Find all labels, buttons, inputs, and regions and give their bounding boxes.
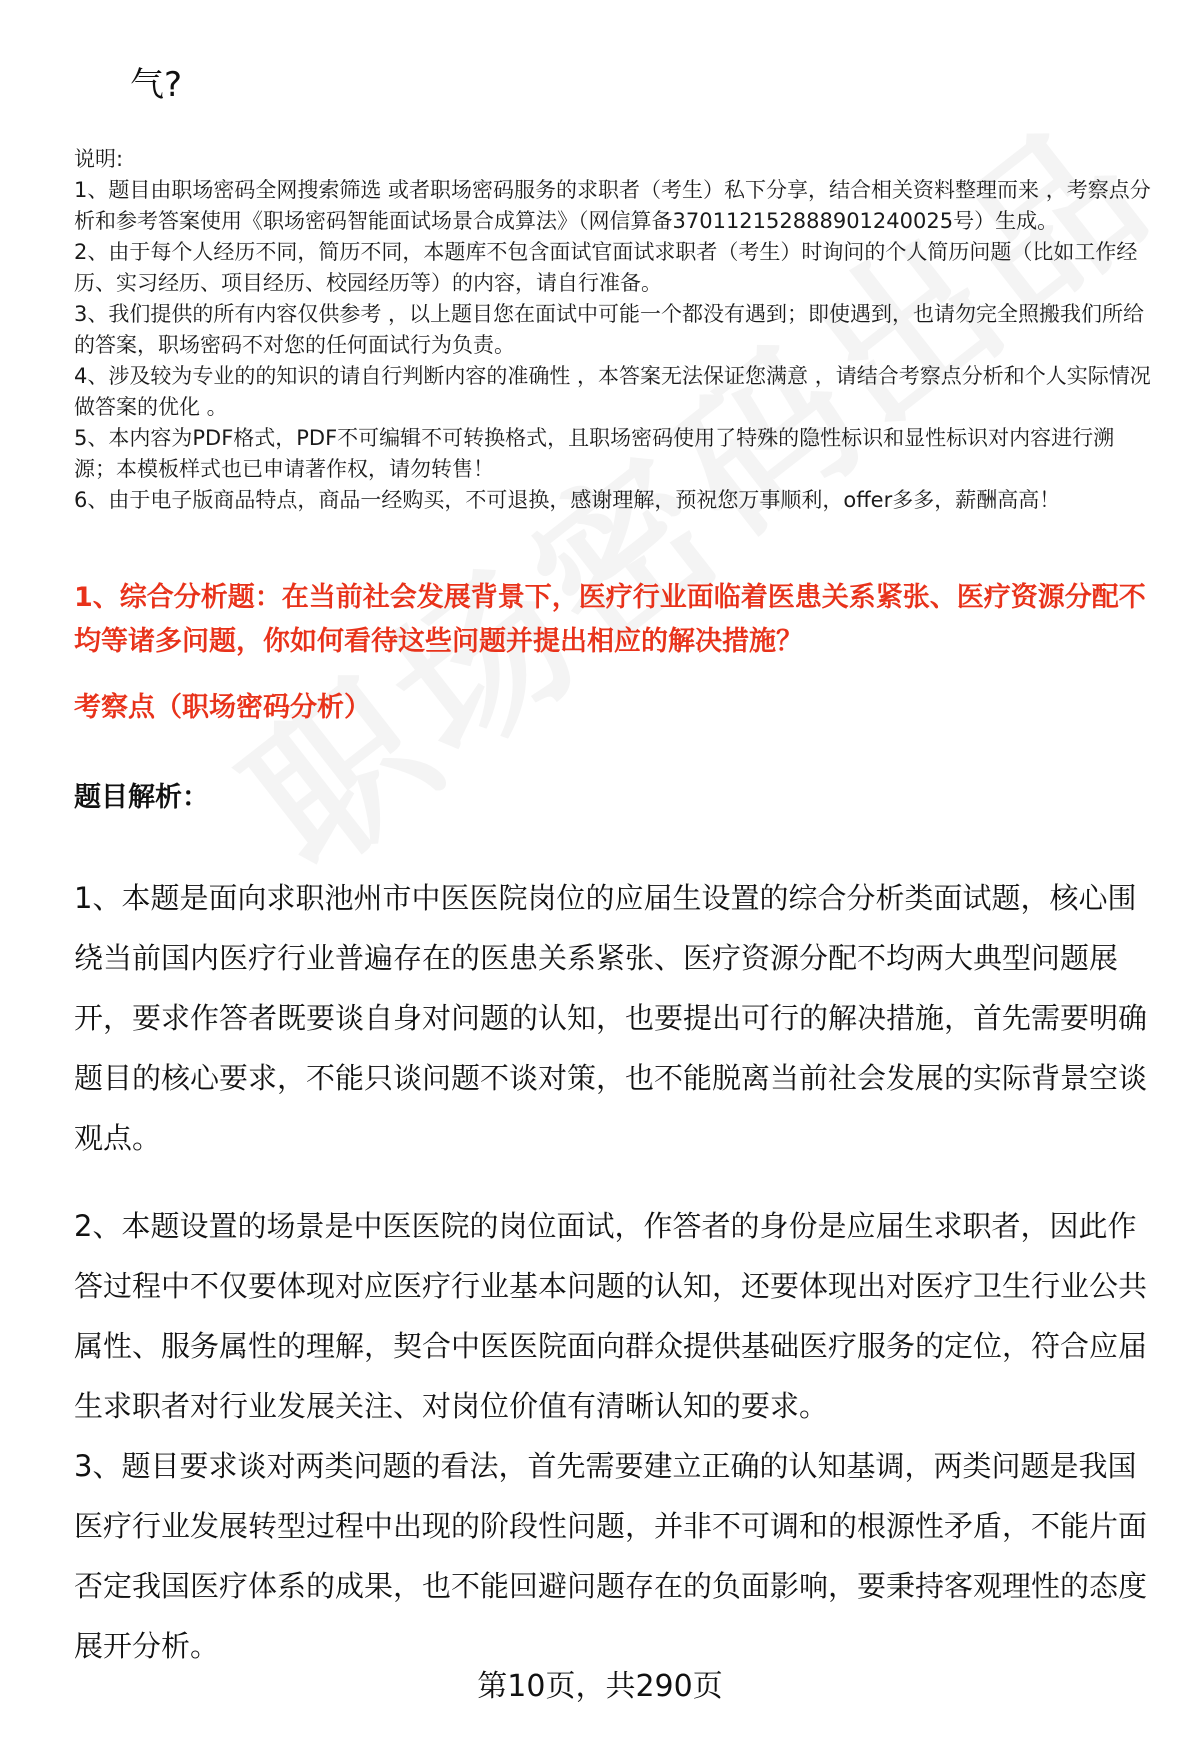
analysis-paragraph: 1、本题是面向求职池州市中医医院岗位的应届生设置的综合分析类面试题，核心围绕当前国内医疗行业普遍存在的医患关系紧张、医疗资源分配不均两大典型问题展开，要求作答者既要谈自身对问题的认知，也要提出可行的解决措施，首先需要明确题目的核心要求，不能只谈问题不谈对策，也不能脱离当前社会发展的实际背景空谈观点。 <box>74 881 1148 1155</box>
question-heading: 1、综合分析题：在当前社会发展背景下，医疗行业面临着医患关系紧张、医疗资源分配不均等诸多问题，你如何看待这些问题并提出相应的解决措施？ <box>74 582 1146 657</box>
page-number: 第10页，共290页 <box>477 1669 723 1704</box>
notes-item: 1、题目由职场密码全网搜索筛选 或者职场密码服务的求职者（考生）私下分享，结合相关资料整理而来 ，考察点分析和参考答案使用《职场密码智能面试场景合成算法》（网信算备370112152888901240025号）生成。 <box>74 178 1151 233</box>
focus-title: 考察点（职场密码分析） <box>74 692 371 723</box>
notes-item: 3、我们提供的所有内容仅供参考 ，以上题目您在面试中可能一个都没有遇到；即使遇到，也请勿完全照搬我们所给的答案，职场密码不对您的任何面试行为负责。 <box>74 302 1145 357</box>
notes-item: 2、由于每个人经历不同，简历不同，本题库不包含面试官面试求职者（考生）时询问的个人简历问题（比如工作经历、实习经历、项目经历、校园经历等）的内容，请自行准备。 <box>74 240 1138 295</box>
notes-heading: 说明: <box>74 147 124 171</box>
analysis-paragraph: 3、题目要求谈对两类问题的看法，首先需要建立正确的认知基调，两类问题是我国医疗行业发展转型过程中出现的阶段性问题，并非不可调和的根源性矛盾，不能片面否定我国医疗体系的成果，也不能回避问题存在的负面影响，要秉持客观理性的态度展开分析。 <box>74 1449 1148 1663</box>
top-fragment: 气? <box>130 65 183 105</box>
analysis-title: 题目解析： <box>74 782 209 813</box>
notes-item: 4、涉及较为专业的的知识的请自行判断内容的准确性 ，本答案无法保证您满意 ，请结合考察点分析和个人实际情况做答案的优化 。 <box>74 364 1151 419</box>
notes-section <box>74 144 1154 516</box>
notes-item: 5、本内容为PDF格式，PDF不可编辑不可转换格式，且职场密码使用了特殊的隐性标识和显性标识对内容进行溯源；本模板样式也已申请著作权，请勿转售！ <box>74 426 1115 481</box>
analysis-paragraph: 2、本题设置的场景是中医医院的岗位面试，作答者的身份是应届生求职者，因此作答过程中不仅要体现对应医疗行业基本问题的认知，还要体现出对医疗卫生行业公共属性、服务属性的理解，契合中医医院面向群众提供基础医疗服务的定位，符合应届生求职者对行业发展关注、对岗位价值有清晰认知的要求。 <box>74 1209 1148 1423</box>
notes-item: 6、由于电子版商品特点，商品一经购买，不可退换，感谢理解，预祝您万事顺利，offer多多，薪酬高高！ <box>74 488 1061 512</box>
